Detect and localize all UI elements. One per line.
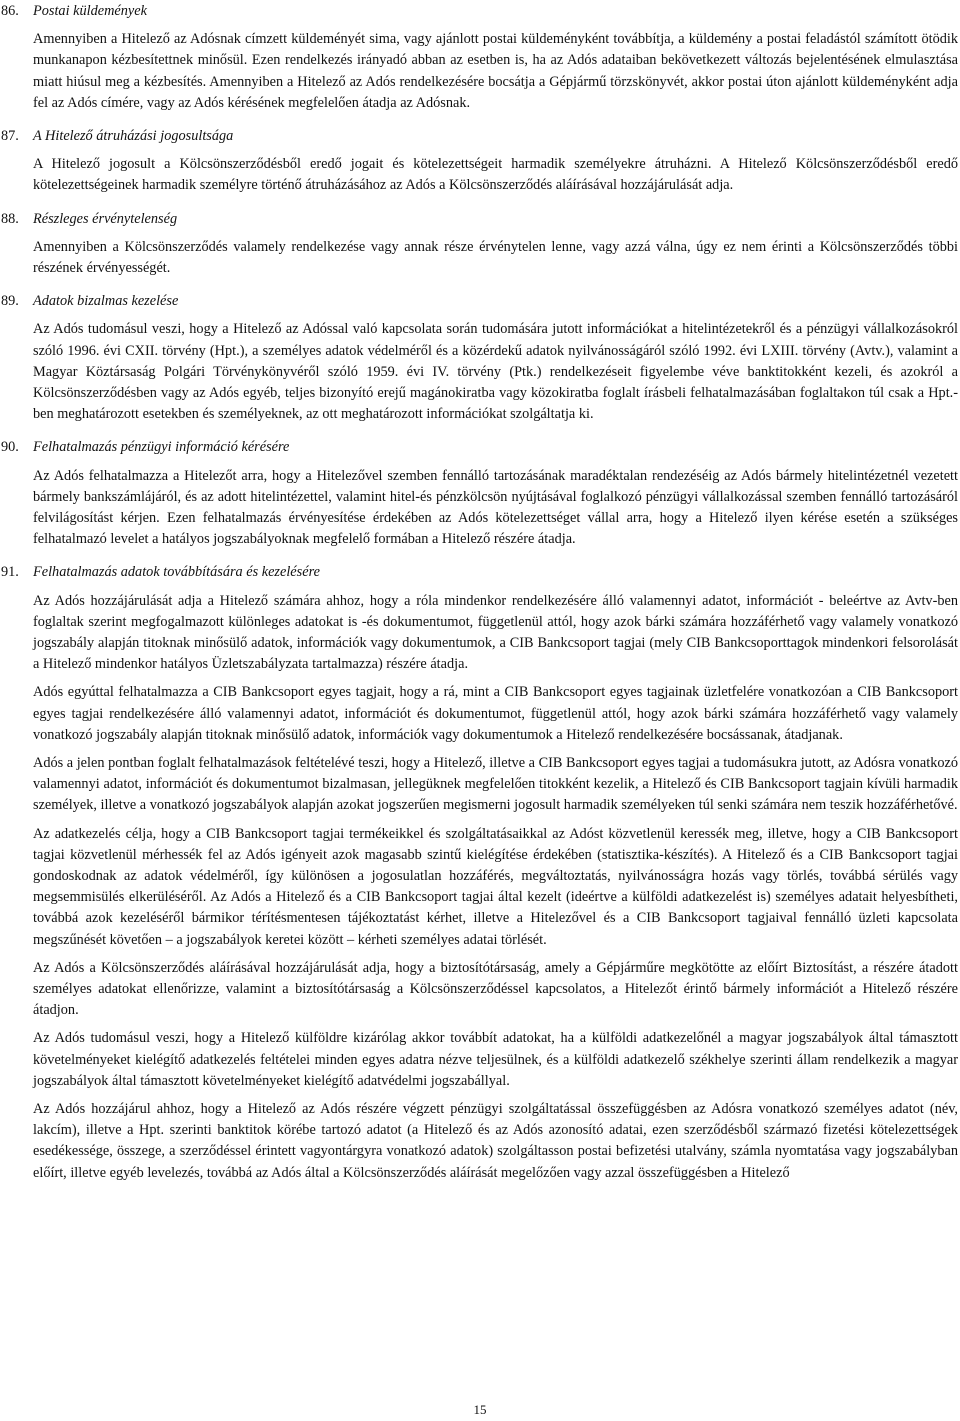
section-title: Részleges érvénytelenség: [33, 210, 178, 227]
section-title: Postai küldemények: [33, 3, 147, 19]
section-number: 90.: [1, 439, 19, 456]
section-paragraph: Adós egyúttal felhatalmazza a CIB Bankcsoport egyes tagjait, hogy a rá, mint a CIB Bankcsoport egyes tagjainak üzletfelére vonatkozóan a CIB Bankcsoport egyes tagjai rendelkezésére álló valamennyi adatot, információt és dokumentumot, függetlenül attól, hogy azok bárki számára hozzáférhető vagy valamely vonatkozó jogszabály alapján titoknak minősülő adatok, információk vagy dokumentumok a Hitelező rendelkezésére bocsássanak, átadjanak.: [33, 684, 958, 743]
section-title: Adatok bizalmas kezelése: [33, 293, 179, 310]
section-number: 87.: [1, 128, 19, 144]
section-number: 91.: [1, 564, 19, 581]
section-title: A Hitelező átruházási jogosultsága: [33, 128, 234, 144]
section-paragraph: Amennyiben a Hitelező az Adósnak címzett küldeményét sima, vagy ajánlott postai küldeményként továbbítja, a küldemény a postai feladástól számított ötödik munkanapon kézbesítettnek minősül. Ezen rendelkezés irányadó abban az esetben is, ha az Adós adataiban bekövetkezett változás bejelentésének elmulasztása miatt hiúsul meg a kézbesítés. Amennyiben a Hitelező az Adós rendelkezésére bocsátja a Gépjármű törzskönyvét, akkor postai úton ajánlott küldeményként adja fel az Adós címére, vagy az Adós kérésének megfelelően átadja az Adósnak.: [33, 31, 958, 111]
section-title: Felhatalmazás pénzügyi információ kérésére: [33, 439, 290, 456]
section-heading: [0, 562, 960, 583]
section-paragraph: Az Adós tudomásul veszi, hogy a Hitelező külföldre kizárólag akkor továbbít adatokat, ha a külföldi adatkezelőnél a magyar jogszabályok által támasztott követelményeket kielégítő adatkezelés feltételei minden egyes adatra nézve teljesülnek, és a külföldi adatkezelő székhelye szerinti állam rendelkezik a magyar jogszabályok által támasztott követelményeket kielégítő adatvédelmi jogszabállyal.: [33, 1030, 958, 1089]
section-heading: [0, 126, 960, 147]
section-paragraph: Az Adós a Kölcsönszerződés aláírásával hozzájárulását adja, hogy a biztosítótársaság, amely a Gépjárműre megkötötte az előírt Biztosítást, a részére átadott személyes adatokat ellenőrizze, valamint a biztosítótársaság a Kölcsönszerződéssel kapcsolatos, a Hitelezőt érintő bármely információt a Hitelező részére átadjon.: [33, 959, 958, 1019]
section-paragraph: A Hitelező jogosult a Kölcsönszerződésből eredő jogait és kötelezettségeit harmadik személyekre átruházni. A Hitelező Kölcsönszerződésből eredő kötelezettségeinek harmadik személyre történő átruházásához az Adós a Kölcsönszerződés aláírásával hozzájárulását adja.: [33, 156, 958, 194]
section-paragraph: Az Adós felhatalmazza a Hitelezőt arra, hogy a Hitelezővel szemben fennálló tartozásának maradéktalan rendezéséig az Adós bármely hitelintézetnél vezetett bármely bankszámlájáról, és az adott hitelintézettel, valamint hitel-és pénzkölcsön nyújtásával foglalkozó pénzügyi vállalkozással szemben fennálló tartozásáról felvilágosítást kérjen. Ezen felhatalmazás érvényesítése érdekében az Adós kötelezettséget vállal arra, hogy a Hitelező ilyen kérése esetén a szükséges felhatalmazó levelet a hatályos jogszabályoknak megfelelő formában a Hitelező részére átadja.: [33, 467, 958, 548]
section-heading: [0, 291, 960, 312]
section-paragraph: Az Adós tudomásul veszi, hogy a Hitelező az Adóssal való kapcsolata során tudomására jutott információkat a hitelintézetekről és a pénzügyi vállalkozásokról szóló 1996. évi CXII. törvény (Hpt.), a személyes adatok védelméről és a közérdekű adatok nyilvánosságáról szóló 1992. évi LXIII. törvény (Avtv.), valamint a Magyar Köztársaság Polgári Törvénykönyvéről szóló 1959. évi IV. törvény (Ptk.) rendelkezéseit figyelembe véve banktitokként kezeli, és azokról a Kölcsönszerződésben vagy az Adós egyéb, teljes bizonyító erejű magánokiratba vagy közokiratba foglalt írásbeli felhatalmazásában foglaltakon túl csak a Hpt.-ben meghatározott esetekben és személyeknek, az ott meghatározott információkat szolgáltatja ki.: [33, 321, 958, 423]
section: [0, 1, 960, 114]
section-number: 86.: [1, 3, 19, 19]
section-title: Felhatalmazás adatok továbbítására és kezelésére: [33, 564, 320, 581]
document-body: [0, 1, 960, 1184]
section-heading: [0, 1, 960, 22]
section: [0, 562, 960, 1183]
section-number: 88.: [1, 210, 19, 227]
section-heading: [0, 209, 960, 230]
section-number: 89.: [1, 293, 19, 310]
section-paragraph: Adós a jelen pontban foglalt felhatalmazások feltételévé teszi, hogy a Hitelező, illetve a CIB Bankcsoport egyes tagjai a tudomásukra jutott, az Adósra vonatkozó valamennyi adatot, információt és dokumentumot bizalmasan, jellegüknek megfelelően titokként kezelik, a Hitelező és CIB Bankcsoport tagjain kívüli harmadik személyek, illetve a vonatkozó jogszabályok alapján azokat jogszerűen megismerni jogosult harmadik személyeken túl senki számára nem teszik hozzáférhetővé.: [33, 755, 958, 814]
section: [0, 126, 960, 197]
section: [0, 437, 960, 550]
page-number: 15: [473, 1402, 487, 1417]
section: [0, 291, 960, 425]
section-paragraph: Az Adós hozzájárulását adja a Hitelező számára ahhoz, hogy a róla mindenkor rendelkezésére álló valamennyi adatot, információt - beleértve az Avtv-ben foglaltak szerint megfogalmazott különleges adatokat is -és dokumentumot, függetlenül attól, hogy azok bárki számára hozzáférhető vagy valamely vonatkozó jogszabály alapján titoknak minősülő adatok, információk vagy dokumentumok, a CIB Bankcsoport tagjai (mely CIB Bankcsoporttagok mindenkori felsorolását a Hitelező mindenkor hatályos Üzletszabályzata tartalmazza) részére átadja.: [33, 592, 958, 673]
section-paragraph: Az Adós hozzájárul ahhoz, hogy a Hitelező az Adós részére végzett pénzügyi szolgáltatással összefüggésben az Adósra vonatkozó személyes adatot (név, lakcím), illetve a Hpt. szerinti banktitok körébe tartozó adatot (a Hitelező és az Adós azonosító adatai, ezen szerződésből származó fizetési kötelezettségek esedékessége, összege, a szerződéssel érintett vagyontárgyra vonatkozó adatok) szolgáltasson postai befizetési utalvány, számla nyomtatása vagy jogszabályban előírt, illetve egyéb levelezés, továbbá az Adós által a Kölcsönszerződés aláírását megelőzően vagy azzal összefüggésben a Hitelező: [33, 1101, 958, 1181]
section-heading: [0, 437, 960, 458]
section-paragraph: Amennyiben a Kölcsönszerződés valamely rendelkezése vagy annak része érvénytelen lenne, vagy azzá válna, úgy ez nem érinti a Kölcsönszerződés többi részének érvényességét.: [33, 238, 958, 276]
section: [0, 209, 960, 280]
section-paragraph: Az adatkezelés célja, hogy a CIB Bankcsoport tagjai termékeikkel és szolgáltatásaikkal az Adóst közvetlenül keressék meg, illetve, hogy a CIB Bankcsoport tagjai közvetlenül mérhessék fel az Adós igényeit azok magasabb szintű kielégítése érdekében (statisztika-készítés). A Hitelező és a CIB Bankcsoport tagjai gondoskodnak az adatok védelméről, így különösen a jogosulatlan hozzáférés, megváltoztatás, nyilvánosságra hozás vagy törlés, továbbá sérülés vagy megsemmisülés elkerüléséről. Az Adós a Hitelező és a CIB Bankcsoport tagjai által kezelt (ideértve a külföldi adatkezelést is) személyes adatait helyesbítheti, továbbá azok kezeléséről bármikor térítésmentesen tájékoztatást kérhet, illetve a Hitelezővel és a CIB Bankcsoport tagjaival fennálló üzleti kapcsolata megszűnését követően – a jogszabályok keretei között – kérheti személyes adatai törlését.: [33, 825, 958, 948]
